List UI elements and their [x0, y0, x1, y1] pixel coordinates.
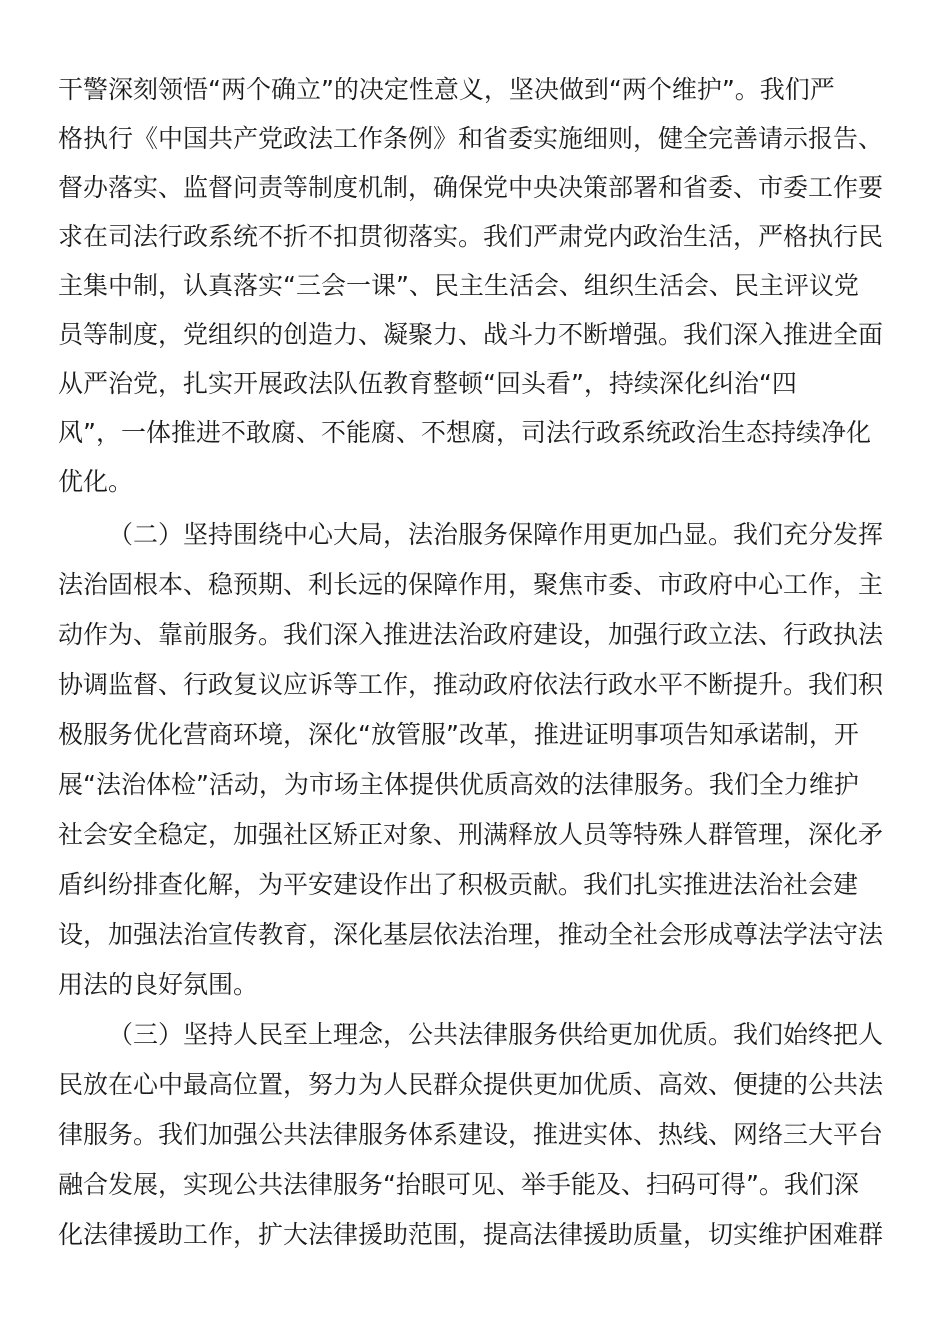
text-line: 干警深刻领悟“两个确立”的决定性意义，坚决做到“两个维护”。我们严	[58, 75, 835, 104]
text-line: 协调监督、行政复议应诉等工作，推动政府依法行政水平不断提升。我们积	[58, 670, 884, 699]
section-heading-line: （三）坚持人民至上理念，公共法律服务供给更加优质。我们始终把人	[108, 1020, 884, 1049]
text-line: 法治固根本、稳预期、利长远的保障作用，聚焦市委、市政府中心工作，主	[58, 570, 884, 599]
text-line: 从严治党，扎实开展政法队伍教育整顿“回头看”，持续深化纠治“四	[58, 369, 797, 398]
text-line: 主集中制，认真落实“三会一课”、民主生活会、组织生活会、民主评议党	[58, 271, 859, 300]
text-line: 求在司法行政系统不折不扣贯彻落实。我们严肃党内政治生活，严格执行民	[58, 222, 884, 251]
text-line: 设，加强法治宣传教育，深化基层依法治理，推动全社会形成尊法学法守法	[58, 920, 884, 949]
text-line: 律服务。我们加强公共法律服务体系建设，推进实体、热线、网络三大平台	[58, 1120, 884, 1149]
text-line: 风”，一体推进不敢腐、不能腐、不想腐，司法行政系统政治生态持续净化	[58, 418, 871, 447]
text-line: 动作为、靠前服务。我们深入推进法治政府建设，加强行政立法、行政执法	[58, 620, 884, 649]
text-line: 格执行《中国共产党政法工作条例》和省委实施细则，健全完善请示报告、	[58, 124, 884, 153]
text-line: 员等制度，党组织的创造力、凝聚力、战斗力不断增强。我们深入推进全面	[58, 320, 884, 349]
text-line: 优化。	[58, 467, 134, 496]
text-line: 化法律援助工作，扩大法律援助范围，提高法律援助质量，切实维护困难群	[58, 1220, 884, 1249]
section-heading-line: （二）坚持围绕中心大局，法治服务保障作用更加凸显。我们充分发挥	[108, 520, 884, 549]
text-line: 用法的良好氛围。	[58, 970, 259, 999]
text-line: 极服务优化营商环境，深化“放管服”改革，推进证明事项告知承诺制，开	[58, 720, 859, 749]
text-line: 盾纠纷排查化解，为平安建设作出了积极贡献。我们扎实推进法治社会建	[58, 870, 859, 899]
text-line: 督办落实、监督问责等制度机制，确保党中央决策部署和省委、市委工作要	[58, 173, 884, 202]
text-line: 融合发展，实现公共法律服务“抬眼可见、举手能及、扫码可得”。我们深	[58, 1170, 859, 1199]
text-line: 展“法治体检”活动，为市场主体提供优质高效的法律服务。我们全力维护	[58, 770, 859, 799]
document-page	[58, 0, 898, 1344]
text-line: 民放在心中最高位置，努力为人民群众提供更加优质、高效、便捷的公共法	[58, 1070, 884, 1099]
text-line: 社会安全稳定，加强社区矫正对象、刑满释放人员等特殊人群管理，深化矛	[58, 820, 884, 849]
